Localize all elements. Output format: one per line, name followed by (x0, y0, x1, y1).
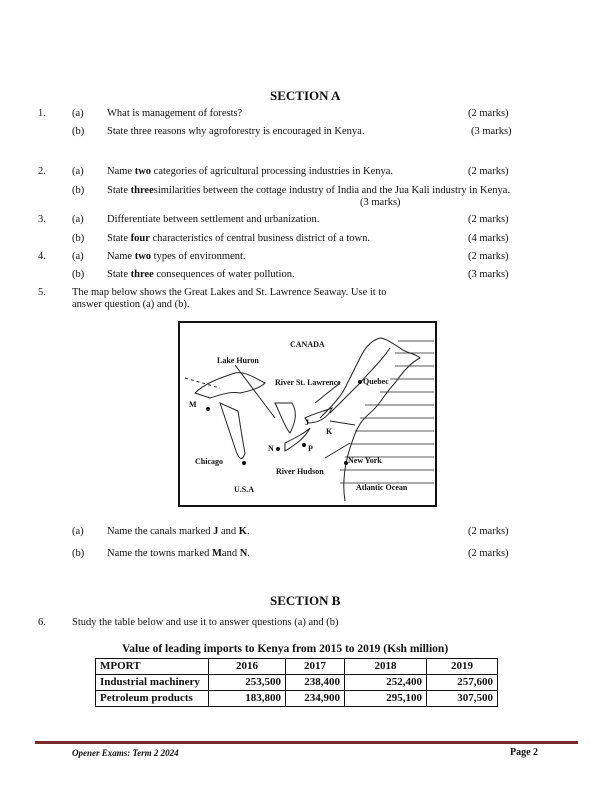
great-lakes-map (178, 321, 437, 507)
q5a-marks: (2 marks) (468, 526, 509, 537)
q3a-letter: (a) (72, 214, 84, 225)
row-label: Industrial machinery (96, 675, 209, 691)
q2-number: 2. (38, 166, 46, 177)
label-k: K (326, 427, 333, 436)
q5b-letter: (b) (72, 548, 85, 559)
cell: 183,800 (209, 691, 286, 707)
q2a-letter: (a) (72, 166, 84, 177)
label-m: M (189, 400, 197, 409)
cell: 295,100 (345, 691, 427, 707)
q5-line2: answer question (a) and (b). (72, 299, 190, 310)
cell: 307,500 (427, 691, 498, 707)
table-row (96, 675, 498, 691)
q5a-letter: (a) (72, 526, 84, 537)
q2a-text: Name two categories of agricultural processing industries in Kenya. (107, 166, 394, 177)
q3b-marks: (4 marks) (468, 233, 509, 244)
label-chicago: Chicago (195, 457, 223, 466)
header-cell: 2019 (427, 659, 498, 675)
q3b-text: State four characteristics of central business district of a town. (107, 233, 371, 244)
label-p: P (308, 444, 313, 453)
q1a-text: What is management of forests? (107, 108, 243, 119)
header-cell: 2017 (286, 659, 345, 675)
q3-number: 3. (38, 214, 46, 225)
footer-rule (35, 741, 578, 744)
section-b-heading: SECTION B (270, 593, 341, 608)
header-cell: 2016 (209, 659, 286, 675)
q4a-marks: (2 marks) (468, 251, 509, 262)
footer-left: Opener Exams: Term 2 2024 (72, 748, 179, 758)
q4a-letter: (a) (72, 251, 84, 262)
label-quebec: Quebec (363, 377, 389, 386)
table-title: Value of leading imports to Kenya from 2015 to 2019 (Ksh million) (122, 643, 449, 655)
label-river-hudson: River Hudson (276, 467, 324, 476)
q5a-text: Name the canals marked J and K. (107, 526, 250, 537)
q2b-marks: (3 marks) (360, 197, 401, 208)
q1-number: 1. (38, 108, 46, 119)
map-drawing (180, 323, 434, 504)
label-usa: U.S.A (234, 485, 255, 494)
label-st-lawrence: River St. Lawrence (275, 378, 341, 387)
header-cell: 2018 (345, 659, 427, 675)
canal-k (330, 421, 355, 425)
label-new-york: New York (348, 456, 382, 465)
q2b-text: State threesimilarities between the cottage industry of India and the Jua Kali industry in Kenya. (107, 185, 511, 196)
section-a-heading: SECTION A (270, 88, 341, 103)
row-label: Petroleum products (96, 691, 209, 707)
header-cell: MPORT (96, 659, 209, 675)
label-atlantic: Atlantic Ocean (356, 483, 408, 492)
cell: 238,400 (286, 675, 345, 691)
cell: 252,400 (345, 675, 427, 691)
q1b-letter: (b) (72, 126, 85, 137)
q1b-text: State three reasons why agroforestry is encouraged in Kenya. (107, 126, 365, 137)
cell: 253,500 (209, 675, 286, 691)
q1b-marks: (3 marks) (471, 126, 512, 137)
label-lake-huron: Lake Huron (217, 356, 259, 365)
imports-table (95, 658, 498, 707)
label-n: N (268, 444, 274, 453)
q1a-letter: (a) (72, 108, 84, 119)
q5-number: 5. (38, 287, 46, 298)
q5b-marks: (2 marks) (468, 548, 509, 559)
label-canada: CANADA (290, 340, 325, 349)
q4b-marks: (3 marks) (468, 269, 509, 280)
q4a-text: Name two types of environment. (107, 251, 246, 262)
q3b-letter: (b) (72, 233, 85, 244)
q1a-marks: (2 marks) (468, 108, 509, 119)
q2b-letter: (b) (72, 185, 85, 196)
cell: 257,600 (427, 675, 498, 691)
q4b-letter: (b) (72, 269, 85, 280)
table-header-row (96, 659, 498, 675)
coastline (320, 338, 420, 501)
cell: 234,900 (286, 691, 345, 707)
q6-text: Study the table below and use it to answer questions (a) and (b) (72, 617, 339, 628)
q3a-marks: (2 marks) (468, 214, 509, 225)
q6-number: 6. (38, 617, 46, 628)
q2a-marks: (2 marks) (468, 166, 509, 177)
q5-line1: The map below shows the Great Lakes and St. Lawrence Seaway. Use it to (72, 287, 387, 298)
label-j: J (305, 418, 309, 427)
table-row (96, 691, 498, 707)
q4b-text: State three consequences of water pollution. (107, 269, 295, 280)
q5b-text: Name the towns marked Mand N. (107, 548, 250, 559)
q3a-text: Differentiate between settlement and urbanization. (107, 214, 320, 225)
q4-number: 4. (38, 251, 46, 262)
page-number: Page 2 (510, 747, 539, 758)
